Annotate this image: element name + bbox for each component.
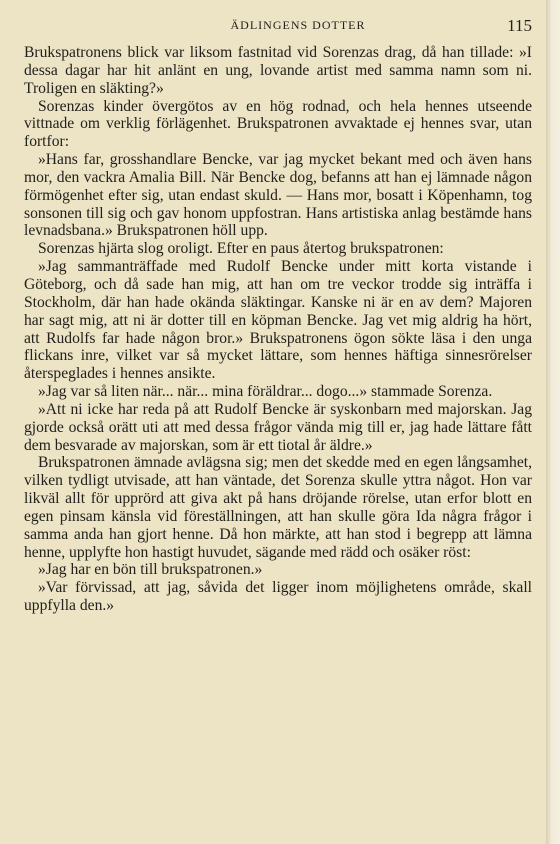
body-text — [24, 44, 532, 615]
paragraph: »Hans far, grosshandlare Bencke, var jag mycket bekant med och även hans mor, den vackra Amalia Bill. När Bencke dog, befanns att han ej lämnade någon förmögenhet efter sig, utan endast skuld. — Hans mor, bosatt i Köpenhamn, tog sonsonen till sig och gav honom uppfostran. Hans artistiska anlag bestämde hans levnadsbana.» Brukspatronen höll upp. — [24, 151, 532, 240]
paragraph: »Var förvissad, att jag, såvida det ligger inom möjlighetens område, skall uppfylla den.» — [24, 579, 532, 615]
running-title: ÄDLINGENS DOTTER — [230, 18, 366, 32]
paragraph: »Jag var så liten när... när... mina föräldrar... dogo...» stammade Sorenza. — [38, 383, 493, 401]
paragraph: »Jag sammanträffade med Rudolf Bencke under mitt korta vistande i Göteborg, och då sade han mig, att han om tre veckor trodde sig inträffa i Stockholm, där han hade okända släktingar. Kanske ni är en av dem? Majoren har sagt mig, att ni är dotter till en köpman Bencke. Jag vet mig aldrig ha hört, att Rudolfs far hade någon bror.» Brukspatronens ögon sökte läsa i den unga flickans inre, vilket var så mycket lättare, som hennes häftiga sinnesrörelser återspeglades i hennes ansikte. — [24, 258, 532, 383]
paragraph: »Jag har en bön till brukspatronen.» — [38, 561, 263, 579]
paragraph: Sorenzas hjärta slog oroligt. Efter en paus återtog brukspatronen: — [38, 240, 444, 258]
paragraph: Brukspatronens blick var liksom fastnitad vid Sorenzas drag, då han tillade: »I dessa dagar har hit anlänt en ung, lovande artist med samma namn som ni. Troligen en släkting?» — [24, 44, 532, 97]
paragraph: Brukspatronen ämnade avlägsna sig; men det skedde med en egen långsamhet, vilken tydligt utvisade, att han väntade, det Sorenza skulle yttra något. Hon var likväl allt för upprörd att giva akt på hans dröjande rörelse, utan erfor blott en egen pinsam känsla vid föreställningen, att han skulle göra Ida några frågor i samma anda han gjort henne. Då hon märkte, att han stod i begrepp att lämna henne, upplyfte hon hastigt huvudet, sägande med rädd och osäker röst: — [24, 454, 532, 561]
paragraph: »Att ni icke har reda på att Rudolf Bencke är syskonbarn med majorskan. Jag gjorde också orätt uti att med dessa frågor vända mig till er, jag hade lättare fått dem besvarade av majorskan, som är ett tiotal år äldre.» — [24, 400, 532, 454]
page-edge — [546, 0, 560, 844]
paragraph: Sorenzas kinder övergötos av en hög rodnad, och hela hennes utseende vittnade om verklig förlägenhet. Brukspatronen avvaktade ej hennes svar, utan fortfor: — [24, 97, 532, 151]
page-header — [24, 18, 532, 40]
page-number: 115 — [507, 16, 532, 35]
